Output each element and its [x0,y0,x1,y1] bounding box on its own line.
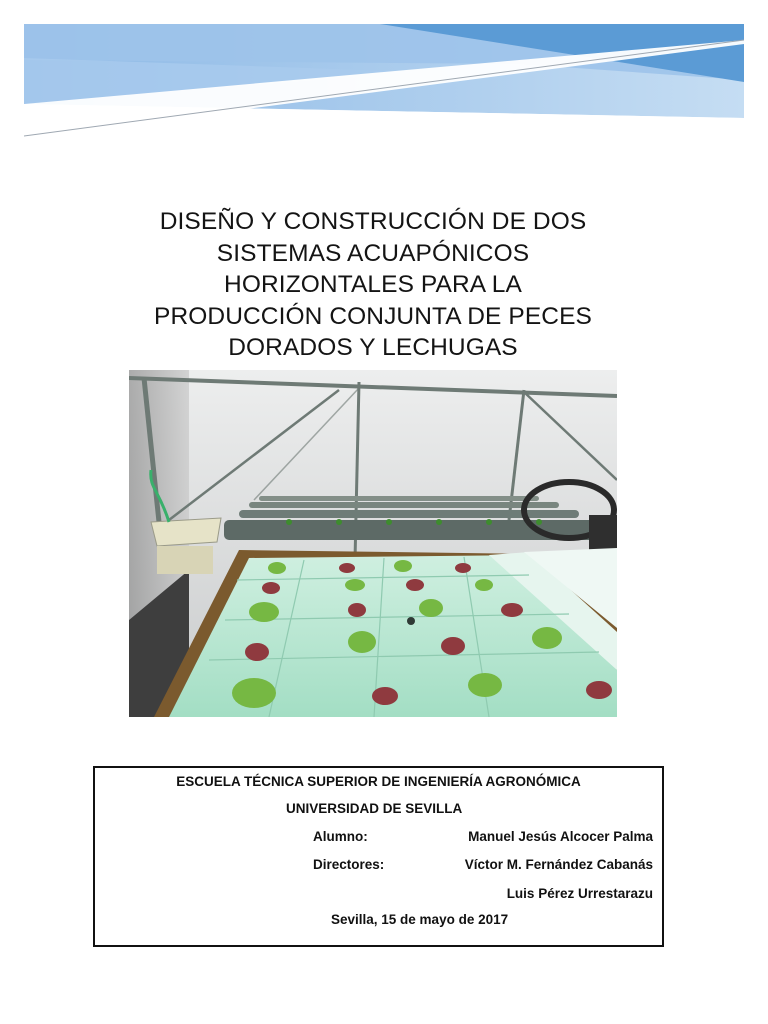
title-line: HORIZONTALES PARA LA [224,271,522,298]
header-banner [0,0,768,150]
directors-label: Directores: [313,857,385,872]
school-name: ESCUELA TÉCNICA SUPERIOR DE INGENIERÍA AGRONÓMICA [176,774,581,789]
title-line: SISTEMAS ACUAPÓNICOS [216,239,530,267]
document-title [120,206,626,364]
title-line: PRODUCCIÓN CONJUNTA DE PECES [154,302,592,330]
director-name: Luis Pérez Urrestarazu [506,886,653,901]
info-box [93,766,664,947]
date-place: Sevilla, 15 de mayo de 2017 [331,912,509,927]
greenhouse-photo [129,370,617,717]
title-line: DORADOS Y LECHUGAS [228,334,518,361]
university-name: UNIVERSIDAD DE SEVILLA [286,801,463,816]
director-name: Víctor M. Fernández Cabanás [464,857,653,872]
student-name: Manuel Jesús Alcocer Palma [468,829,653,844]
student-label: Alumno: [313,829,368,844]
title-line: DISEÑO Y CONSTRUCCIÓN DE DOS [159,208,587,235]
